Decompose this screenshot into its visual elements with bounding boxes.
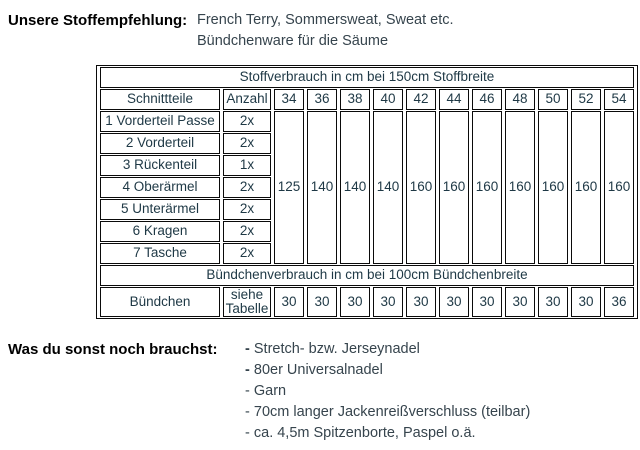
list-item-text: Stretch- bzw. Jerseynadel xyxy=(253,341,420,358)
cuff-value: 30 xyxy=(274,287,304,317)
list-item-text: Garn xyxy=(253,383,287,400)
size-header: 46 xyxy=(472,89,502,110)
recommendation-line-1: French Terry, Sommersweat, Sweat etc. xyxy=(197,12,454,28)
column-header-row xyxy=(100,89,634,110)
size-header: 34 xyxy=(274,89,304,110)
fabric-value: 160 xyxy=(571,111,601,264)
fabric-usage-table xyxy=(96,65,638,319)
recommendation-label: Unsere Stoffempfehlung: xyxy=(8,12,188,29)
needs-section xyxy=(8,339,640,444)
needs-list xyxy=(245,339,530,444)
cuff-row xyxy=(100,287,634,317)
needs-label: Was du sonst noch brauchst: xyxy=(8,341,218,359)
part-anzahl: 2x xyxy=(223,243,271,264)
cuff-value: 30 xyxy=(340,287,370,317)
recommendation-text xyxy=(197,10,454,52)
part-name: 6 Kragen xyxy=(100,221,220,242)
fabric-value: 140 xyxy=(307,111,337,264)
cuff-value: 30 xyxy=(307,287,337,317)
size-header: 50 xyxy=(538,89,568,110)
size-header: 52 xyxy=(571,89,601,110)
list-item xyxy=(245,360,530,381)
part-row xyxy=(100,111,634,132)
cuff-value: 30 xyxy=(538,287,568,317)
list-item xyxy=(245,423,530,444)
part-name: 5 Unterärmel xyxy=(100,199,220,220)
recommendation-line-2: Bündchenware für die Säume xyxy=(197,33,389,49)
cuff-value: 30 xyxy=(373,287,403,317)
list-item xyxy=(245,339,530,360)
size-header: 40 xyxy=(373,89,403,110)
part-anzahl: 2x xyxy=(223,199,271,220)
fabric-value: 160 xyxy=(604,111,634,264)
table-header-row-cuff xyxy=(100,265,634,286)
fabric-value: 160 xyxy=(439,111,469,264)
list-item-text: ca. 4,5m Spitzenborte, Paspel o.ä. xyxy=(253,425,476,442)
fabric-value: 140 xyxy=(340,111,370,264)
recommendation-section xyxy=(8,10,640,52)
list-dash: - xyxy=(245,362,250,379)
size-header: 42 xyxy=(406,89,436,110)
list-item xyxy=(245,381,530,402)
cuff-value: 30 xyxy=(406,287,436,317)
size-header: 36 xyxy=(307,89,337,110)
part-name: 3 Rückenteil xyxy=(100,155,220,176)
fabric-value: 140 xyxy=(373,111,403,264)
cuff-value: 30 xyxy=(505,287,535,317)
fabric-usage-header: Stoffverbrauch in cm bei 150cm Stoffbreite xyxy=(100,67,634,88)
list-dash: - xyxy=(245,383,250,400)
fabric-value: 125 xyxy=(274,111,304,264)
part-anzahl: 2x xyxy=(223,177,271,198)
list-item xyxy=(245,402,530,423)
size-header: 44 xyxy=(439,89,469,110)
fabric-value: 160 xyxy=(505,111,535,264)
cuff-usage-header: Bündchenverbrauch in cm bei 100cm Bündchenbreite xyxy=(100,265,634,286)
cuff-value: 30 xyxy=(439,287,469,317)
part-name: 7 Tasche xyxy=(100,243,220,264)
fabric-value: 160 xyxy=(406,111,436,264)
column-header-schnittteile: Schnittteile xyxy=(100,89,220,110)
cuff-value: 30 xyxy=(571,287,601,317)
column-header-anzahl: Anzahl xyxy=(223,89,271,110)
part-anzahl: 2x xyxy=(223,221,271,242)
part-name: 4 Oberärmel xyxy=(100,177,220,198)
size-header: 38 xyxy=(340,89,370,110)
list-item-text: 80er Universalnadel xyxy=(253,362,383,379)
size-header: 48 xyxy=(505,89,535,110)
list-item-text: 70cm langer Jackenreißverschluss (teilbar) xyxy=(253,404,531,421)
fabric-value: 160 xyxy=(472,111,502,264)
part-anzahl: 2x xyxy=(223,133,271,154)
cuff-value: 36 xyxy=(604,287,634,317)
part-anzahl: 2x xyxy=(223,111,271,132)
cuff-value: 30 xyxy=(472,287,502,317)
list-dash: - xyxy=(245,341,250,358)
table-header-row-fabric xyxy=(100,67,634,88)
cuff-name: Bündchen xyxy=(100,287,220,317)
part-name: 1 Vorderteil Passe xyxy=(100,111,220,132)
list-dash: - xyxy=(245,404,250,421)
list-dash: - xyxy=(245,425,250,442)
fabric-value: 160 xyxy=(538,111,568,264)
part-name: 2 Vorderteil xyxy=(100,133,220,154)
size-header: 54 xyxy=(604,89,634,110)
cuff-note: siehe Tabelle xyxy=(223,287,271,317)
part-anzahl: 1x xyxy=(223,155,271,176)
